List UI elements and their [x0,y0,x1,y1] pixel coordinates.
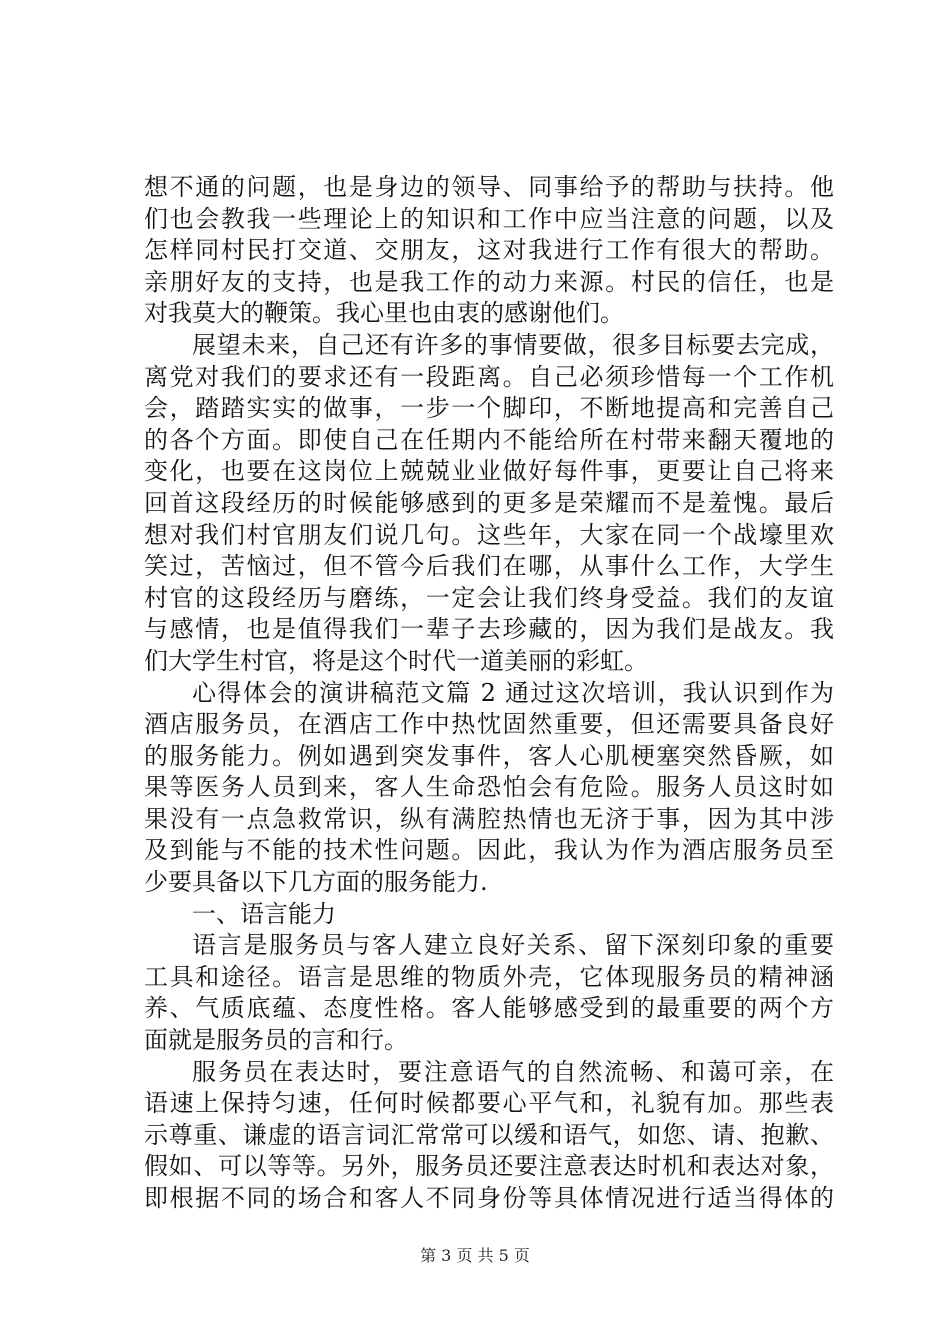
text-line: 果等医务人员到来，客人生命恐怕会有危险。服务人员这时如 [144,773,834,802]
text-line: 亲朋好友的支持，也是我工作的动力来源。村民的信任，也是 [144,267,834,296]
text-line: 回首这段经历的时候能够感到的更多是荣耀而不是羞愧。最后 [144,488,834,517]
text-line: 村官的这段经历与磨练，一定会让我们终身受益。我们的友谊 [144,583,834,612]
text-line: 对我莫大的鞭策。我心里也由衷的感谢他们。 [144,299,624,328]
text-line: 想对我们村官朋友们说几句。这些年，大家在同一个战壕里欢 [144,520,834,549]
text-line: 展望未来，自己还有许多的事情要做，很多目标要去完成， [192,330,834,359]
text-line: 养、气质底蕴、态度性格。客人能够感受到的最重要的两个方 [144,994,834,1023]
text-line: 会，踏踏实实的做事，一步一个脚印，不断地提高和完善自己 [144,394,834,423]
document-body [144,172,834,1215]
text-line: 的服务能力。例如遇到突发事件，客人心肌梗塞突然昏厥，如 [144,741,834,770]
text-line: 们大学生村官，将是这个时代一道美丽的彩虹。 [144,646,648,675]
text-line: 服务员在表达时，要注意语气的自然流畅、和蔼可亲，在 [192,1057,834,1086]
text-line: 笑过，苦恼过，但不管今后我们在哪，从事什么工作，大学生 [144,552,834,581]
text-line: 与感情，也是值得我们一辈子去珍藏的，因为我们是战友。我 [144,615,834,644]
text-line: 少要具备以下几方面的服务能力. [144,868,488,897]
text-line: 们也会教我一些理论上的知识和工作中应当注意的问题，以及 [144,204,834,233]
page-footer: 第 3 页 共 5 页 [420,1246,530,1265]
text-line: 及到能与不能的技术性问题。因此，我认为作为酒店服务员至 [144,836,834,865]
text-line: 心得体会的演讲稿范文篇 2 通过这次培训，我认识到作为 [192,678,834,707]
text-line: 一、语言能力 [192,899,336,928]
text-line: 示尊重、谦虚的语言词汇常常可以缓和语气，如您、请、抱歉、 [144,1120,834,1149]
text-line: 酒店服务员，在酒店工作中热忱固然重要，但还需要具备良好 [144,710,834,739]
text-line: 怎样同村民打交道、交朋友，这对我进行工作有很大的帮助。 [144,236,834,265]
text-line: 果没有一点急救常识，纵有满腔热情也无济于事，因为其中涉 [144,804,834,833]
text-line: 想不通的问题，也是身边的领导、同事给予的帮助与扶持。他 [144,173,834,201]
text-line: 的各个方面。即使自己在任期内不能给所在村带来翻天覆地的 [144,425,834,454]
text-line: 语言是服务员与客人建立良好关系、留下深刻印象的重要 [192,931,834,960]
text-line: 语速上保持匀速，任何时候都要心平气和，礼貌有加。那些表 [144,1089,834,1118]
text-line: 假如、可以等等。另外，服务员还要注意表达时机和表达对象， [144,1152,834,1181]
text-line: 工具和途径。语言是思维的物质外壳，它体现服务员的精神涵 [144,962,834,991]
text-line: 变化，也要在这岗位上兢兢业业做好每件事，更要让自己将来 [144,457,834,486]
text-line: 离党对我们的要求还有一段距离。自己必须珍惜每一个工作机 [144,362,834,391]
text-line: 面就是服务员的言和行。 [144,1026,408,1055]
text-line: 即根据不同的场合和客人不同身份等具体情况进行适当得体的 [144,1184,834,1212]
